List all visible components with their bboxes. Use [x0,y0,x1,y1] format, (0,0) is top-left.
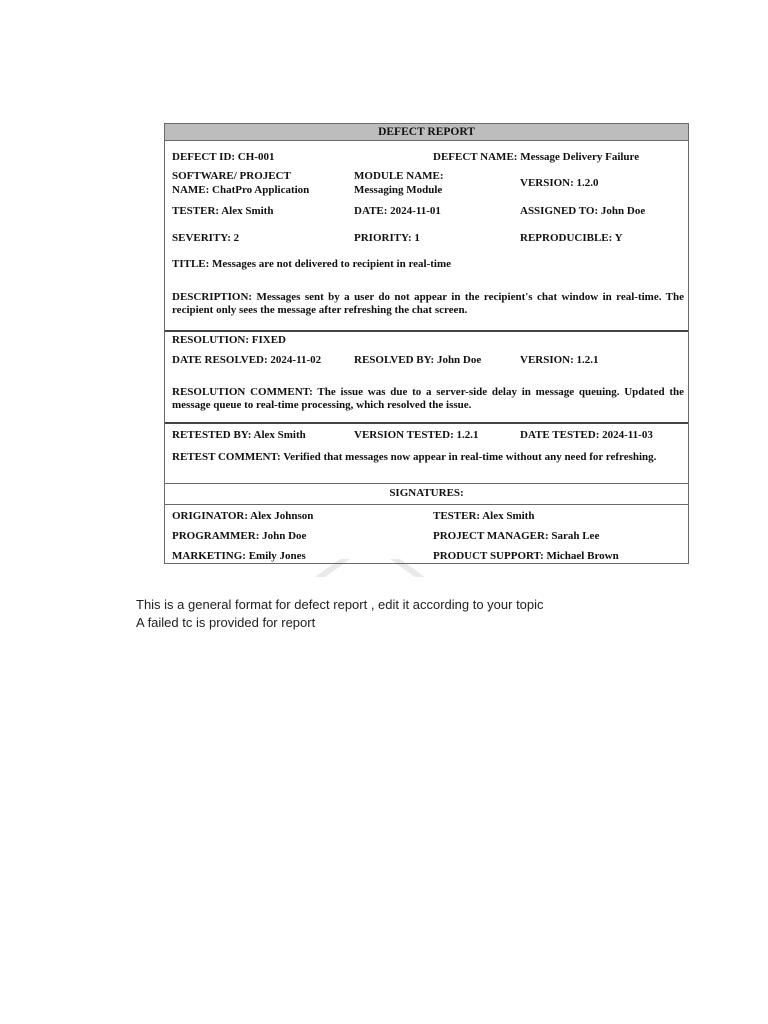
section-divider [165,330,688,332]
assigned-to: ASSIGNED TO: John Doe [520,205,646,217]
resolved-by: RESOLVED BY: John Doe [354,354,482,366]
reproducible: REPRODUCIBLE: Y [520,232,623,244]
priority: PRIORITY: 1 [354,232,420,244]
severity: SEVERITY: 2 [172,232,240,244]
signature-tester: TESTER: Alex Smith [433,510,535,522]
retested-by: RETESTED BY: Alex Smith [172,429,306,441]
resolution: RESOLUTION: FIXED [172,334,286,346]
section-divider [165,483,688,484]
marketing: MARKETING: Emily Jones [172,550,306,562]
tester: TESTER: Alex Smith [172,205,274,217]
watermark-shape [305,555,435,579]
description: DESCRIPTION: Messages sent by a user do not appear in the recipient's chat window in real-time. The recipient only sees the message after refreshing the chat screen. [172,291,684,316]
project-label: SOFTWARE/ PROJECT [172,170,291,182]
caption-line-2: A failed tc is provided for report [136,615,316,630]
originator: ORIGINATOR: Alex Johnson [172,510,314,522]
module-label: MODULE NAME: [354,170,444,182]
retest-comment: RETEST COMMENT: Verified that messages now appear in real-time without any need for refreshing. [172,451,657,463]
defect-report-table [164,123,689,564]
defect-name: DEFECT NAME: Message Delivery Failure [433,151,640,163]
date-resolved: DATE RESOLVED: 2024-11-02 [172,354,322,366]
date: DATE: 2024-11-01 [354,205,441,217]
product-support: PRODUCT SUPPORT: Michael Brown [433,550,619,562]
caption-line-1: This is a general format for defect report , edit it according to your topic [136,597,544,612]
date-tested: DATE TESTED: 2024-11-03 [520,429,653,441]
defect-id: DEFECT ID: CH-001 [172,151,275,163]
title: TITLE: Messages are not delivered to recipient in real-time [172,258,452,270]
project-name: NAME: ChatPro Application [172,184,310,196]
version: VERSION: 1.2.0 [520,177,599,189]
section-divider [165,504,688,505]
version-tested: VERSION TESTED: 1.2.1 [354,429,479,441]
module-name: Messaging Module [354,184,443,196]
resolved-version: VERSION: 1.2.1 [520,354,599,366]
project-manager: PROJECT MANAGER: Sarah Lee [433,530,600,542]
section-divider [165,422,688,424]
report-header: DEFECT REPORT [165,124,688,141]
programmer: PROGRAMMER: John Doe [172,530,307,542]
resolution-comment: RESOLUTION COMMENT: The issue was due to a server-side delay in message queuing. Updated the message queue to real-time processing, which resolved the issue. [172,386,684,411]
signatures-heading: SIGNATURES: [389,487,464,499]
